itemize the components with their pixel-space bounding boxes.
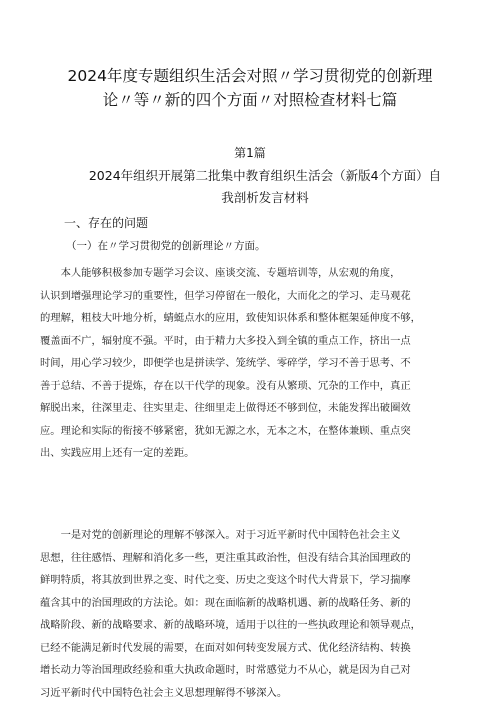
paragraph-line: 增长动力等治国理政经验和重大执政命题时，时常感觉力不从心，就是因为自己对	[40, 664, 411, 676]
document-title-line-2: 论〃等〃新的四个方面〃对照检查材料七篇	[102, 91, 398, 109]
article-title-line-1: 2024年组织开展第二批集中教育组织生活会（新版4个方面）自	[88, 168, 442, 183]
article-number: 第1篇	[234, 146, 266, 160]
paragraph-line: 解脱出来，往深里走、往实里走、往细里走上做得还不够到位，未能发挥出破圈效	[40, 402, 411, 414]
paragraph-line: 思想，往往感悟、理解和消化多一些，更注重其政治性，但没有结合其治国理政的	[40, 551, 411, 564]
sub-heading: （一）在〃学习贯彻党的创新理论〃方面。	[66, 240, 266, 252]
paragraph-line: 本人能够积极参加专题学习会议、座谈交流、专题培训等，从宏观的角度，	[40, 267, 401, 279]
document-title-line-1: 2024年度专题组织生活会对照〃学习贯彻党的创新理	[67, 67, 433, 85]
paragraph-1	[40, 262, 460, 465]
paragraph-line: 覆盖面不广，辐射度不强。平时，由于精力大多投入到全镇的重点工作，挤出一点	[40, 334, 411, 347]
paragraph-line: 时间，用心学习较少，即便学也是拼读学、笼统学、零碎学，学习不善于思考、不	[40, 357, 411, 369]
paragraph-line: 习近平新时代中国特色社会主义思想理解得不够深入。	[40, 686, 288, 699]
paragraph-line: 一是对党的创新理论的理解不够深入。对于习近平新时代中国特色社会主义	[40, 529, 401, 541]
paragraph-line: 善于总结、不善于提炼，存在以干代学的现象。没有从繁琐、冗杂的工作中，真正	[40, 379, 411, 392]
paragraph-line: 鲜明特质，将其放到世界之变、时代之变、历史之变这个时代大背景下，学习揣摩	[40, 574, 411, 586]
paragraph-line: 认识到增强理论学习的重要性，但学习停留在一般化，大而化之的学习、走马观花	[40, 289, 411, 302]
paragraph-line: 的理解，粗枝大叶地分析，蜻蜓点水的应用，致使知识体系和整体框架延伸度不够，	[40, 312, 421, 324]
paragraph-line: 出、实践应用上还有一定的差距。	[40, 447, 195, 459]
paragraph-line: 应。理论和实际的衔接不够紧密，犹如无源之水，无本之木，在整体兼顾、重点突	[40, 424, 411, 437]
article-title-line-2: 我剖析发言材料	[221, 190, 309, 205]
paragraph-2	[40, 524, 460, 704]
paragraph-line: 战略阶段、新的战略要求、新的战略环境，适用于以往的一些执政理论和领导观点，	[40, 619, 421, 631]
paragraph-line: 已经不能满足新时代发展的需要，在面对如何转变发展方式、优化经济结构、转换	[40, 641, 411, 654]
section-heading: 一、存在的问题	[64, 216, 149, 230]
paragraph-line: 蕴含其中的治国理政的方法论。如：现在面临新的战略机遇、新的战略任务、新的	[40, 596, 411, 609]
